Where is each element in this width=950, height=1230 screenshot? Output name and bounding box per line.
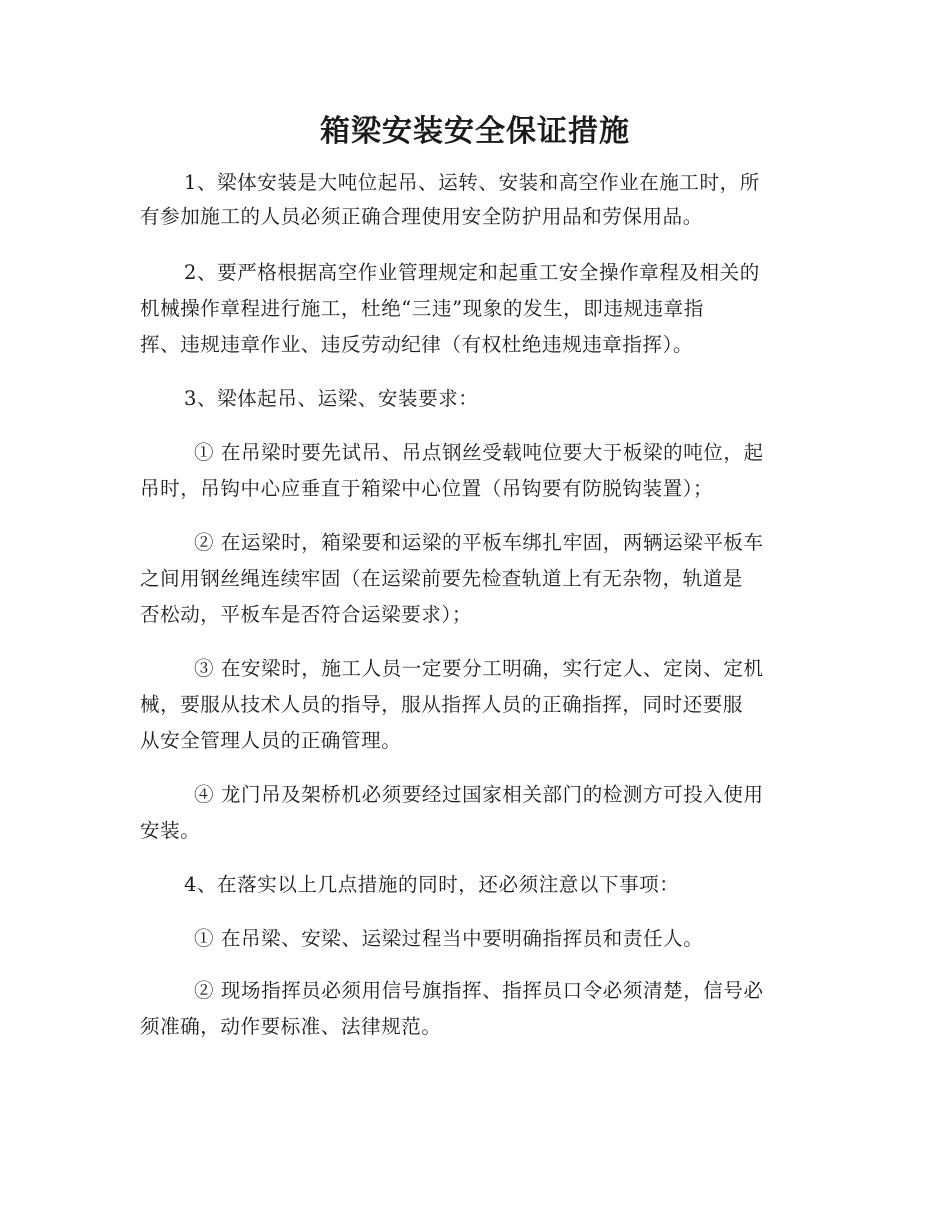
item-4-1-line-1: ① 在吊梁、安梁、运梁过程当中要明确指挥员和责任人。	[194, 927, 704, 950]
paragraph-2-line-2: 机械操作章程进行施工，杜绝“三违”现象的发生，即违规违章指	[140, 297, 704, 320]
paragraph-2-line-3: 挥、违规违章作业、违反劳动纪律（有权杜绝违规违章指挥）。	[140, 333, 694, 356]
item-4-2-line-1: ② 现场指挥员必须用信号旗指挥、指挥员口令必须清楚，信号必	[194, 979, 764, 1002]
paragraph-1-line-1: 1、梁体安装是大吨位起吊、运转、安装和高空作业在施工时，所	[184, 171, 760, 194]
document-title: 箱梁安装安全保证措施	[320, 114, 630, 149]
paragraph-4-line-1: 4、在落实以上几点措施的同时，还必须注意以下事项：	[184, 873, 680, 896]
item-3-1-line-1: ① 在吊梁时要先试吊、吊点钢丝受载吨位要大于板梁的吨位，起	[194, 441, 764, 464]
paragraph-1-line-2: 有参加施工的人员必须正确合理使用安全防护用品和劳保用品。	[140, 205, 703, 228]
item-3-2-line-3: 否松动，平板车是否符合运梁要求）；	[140, 603, 472, 626]
item-3-4-line-1: ④ 龙门吊及架桥机必须要经过国家相关部门的检测方可投入使用	[194, 783, 764, 806]
item-3-2-line-1: ② 在运梁时，箱梁要和运梁的平板车绑扎牢固，两辆运梁平板车	[194, 531, 764, 554]
item-4-2-line-2: 须准确，动作要标准、法律规范。	[140, 1015, 442, 1038]
item-3-3-line-2: 械，要服从技术人员的指导，服从指挥人员的正确指挥，同时还要服	[140, 693, 744, 716]
item-3-3-line-1: ③ 在安梁时，施工人员一定要分工明确，实行定人、定岗、定机	[194, 657, 764, 680]
paragraph-3-line-1: 3、梁体起吊、运梁、安装要求：	[184, 387, 479, 410]
item-3-2-line-2: 之间用钢丝绳连续牢固（在运梁前要先检查轨道上有无杂物，轨道是	[140, 567, 744, 590]
item-3-4-line-2: 安装。	[140, 819, 201, 842]
paragraph-2-line-1: 2、要严格根据高空作业管理规定和起重工安全操作章程及相关的	[184, 261, 760, 284]
item-3-3-line-3: 从安全管理人员的正确管理。	[140, 729, 402, 752]
item-3-1-line-2: 吊时，吊钩中心应垂直于箱梁中心位置（吊钩要有防脱钩装置）；	[140, 477, 714, 500]
